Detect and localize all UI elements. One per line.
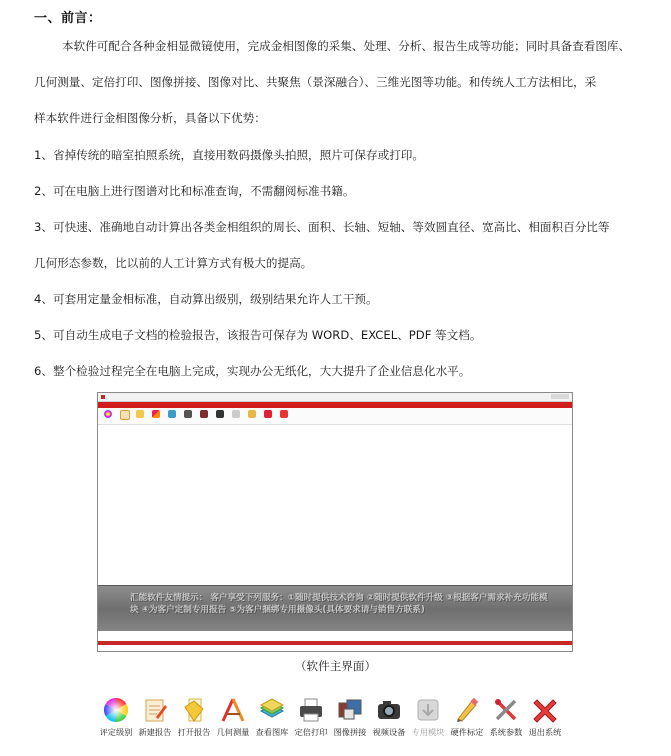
mini-open-report-icon (136, 410, 144, 418)
toolbar-label: 专用模块 (411, 727, 445, 737)
screenshot-caption: （软件主界面） (294, 659, 377, 673)
toolbar-button-stitch[interactable] (331, 695, 369, 741)
mini-printer-icon (184, 410, 192, 418)
calibrate-icon (454, 697, 480, 723)
mini-color-wheel-icon (104, 410, 112, 418)
mini-module-icon (232, 410, 240, 418)
main-toolbar (97, 695, 571, 741)
toolbar-label: 定倍打印 (294, 727, 328, 737)
toolbar-button-calibrate[interactable] (448, 695, 486, 741)
point-6: 6、整个检验过程完全在电脑上完成，实现办公无纸化，大大提升了企业信息化水平。 (34, 364, 471, 378)
toolbar-button-video-device[interactable] (370, 695, 408, 741)
toolbar-label: 打开报告 (177, 727, 211, 737)
toolbar-button-open-report[interactable] (175, 695, 213, 741)
point-3-continued: 几何形态参数，比以前的人工计算方式有极大的提高。 (34, 256, 313, 270)
status-red-line (98, 641, 572, 645)
toolbar-label: 新建报告 (138, 727, 172, 737)
mini-calibrate-icon (248, 410, 256, 418)
toolbar-label: 几何测量 (216, 727, 250, 737)
mini-settings-icon (264, 410, 272, 418)
intro-line-1: 本软件可配合各种金相显微镜使用，完成金相图像的采集、处理、分析、报告生成等功能；同时具备查看图库、 (62, 39, 631, 53)
settings-icon (493, 697, 519, 723)
toolbar-label: 查看图库 (255, 727, 289, 737)
section-heading: 一、前言： (34, 11, 102, 26)
toolbar-button-measure[interactable] (214, 695, 252, 741)
screenshot-ticker-banner (98, 585, 572, 632)
intro-line-2: 几何测量、定倍打印、图像拼接、图像对比、共聚焦（景深融合）、三维光图等功能。和传统人工方法相比，采 (34, 75, 597, 89)
screenshot-toolbar (98, 408, 572, 425)
mini-measure-icon (152, 410, 160, 418)
module-icon (415, 697, 441, 723)
toolbar-label: 视频设备 (372, 727, 406, 737)
toolbar-label: 系统参数 (489, 727, 523, 737)
screenshot-titlebar (98, 393, 572, 402)
mini-library-icon (168, 410, 176, 418)
mini-stitch-icon (200, 410, 208, 418)
toolbar-button-exit[interactable] (526, 695, 564, 741)
toolbar-label: 评定级别 (99, 727, 133, 737)
point-1: 1、省掉传统的暗室拍照系统，直接用数码摄像头拍照，照片可保存或打印。 (34, 148, 424, 162)
new-report-icon (142, 697, 168, 723)
toolbar-button-special-module[interactable] (409, 695, 447, 741)
toolbar-button-image-library[interactable] (253, 695, 291, 741)
open-report-icon (181, 697, 207, 723)
toolbar-button-new-report[interactable] (136, 695, 174, 741)
point-3: 3、可快速、准确地自动计算出各类金相组织的周长、面积、长轴、短轴、等效圆直径、宽高比、相面积百分比等 (34, 220, 610, 234)
mini-new-report-icon (120, 410, 130, 420)
point-5: 5、可自动生成电子文档的检验报告，该报告可保存为 WORD、EXCEL、PDF 等文档。 (34, 328, 482, 342)
image-stitch-icon (337, 697, 363, 723)
point-2: 2、可在电脑上进行图谱对比和标准查询，不需翻阅标准书籍。 (34, 184, 355, 198)
toolbar-button-system-settings[interactable] (487, 695, 525, 741)
toolbar-label: 图像拼接 (333, 727, 367, 737)
toolbar-button-grade[interactable] (97, 695, 135, 741)
intro-line-3: 样本软件进行金相图像分析，具备以下优势： (34, 111, 266, 125)
camera-icon (376, 697, 402, 723)
toolbar-label: 硬件标定 (450, 727, 484, 737)
image-library-icon (259, 697, 285, 723)
measure-icon (220, 697, 246, 723)
app-logo-icon (101, 395, 105, 399)
screenshot-statusbar (98, 631, 572, 651)
software-screenshot (97, 392, 573, 652)
point-4: 4、可套用定量金相标准，自动算出级别，级别结果允许人工干预。 (34, 292, 378, 306)
toolbar-label: 退出系统 (528, 727, 562, 737)
ticker-text: 汇能软件友情提示： 客户享受下列服务：①随时提供技术咨询 ②随时提供软件升级 ③根据客户需求补充功能模块 ④为客户定制专用报告 ⑤为客户捆绑专用摄像头(具体要求请与销售方联系) (130, 593, 548, 615)
mini-camera-icon (216, 410, 224, 418)
color-wheel-icon (103, 697, 129, 723)
mini-exit-icon (280, 410, 288, 418)
exit-icon (532, 697, 558, 723)
toolbar-button-print[interactable] (292, 695, 330, 741)
printer-icon (298, 697, 324, 723)
window-controls-icon (551, 394, 569, 399)
